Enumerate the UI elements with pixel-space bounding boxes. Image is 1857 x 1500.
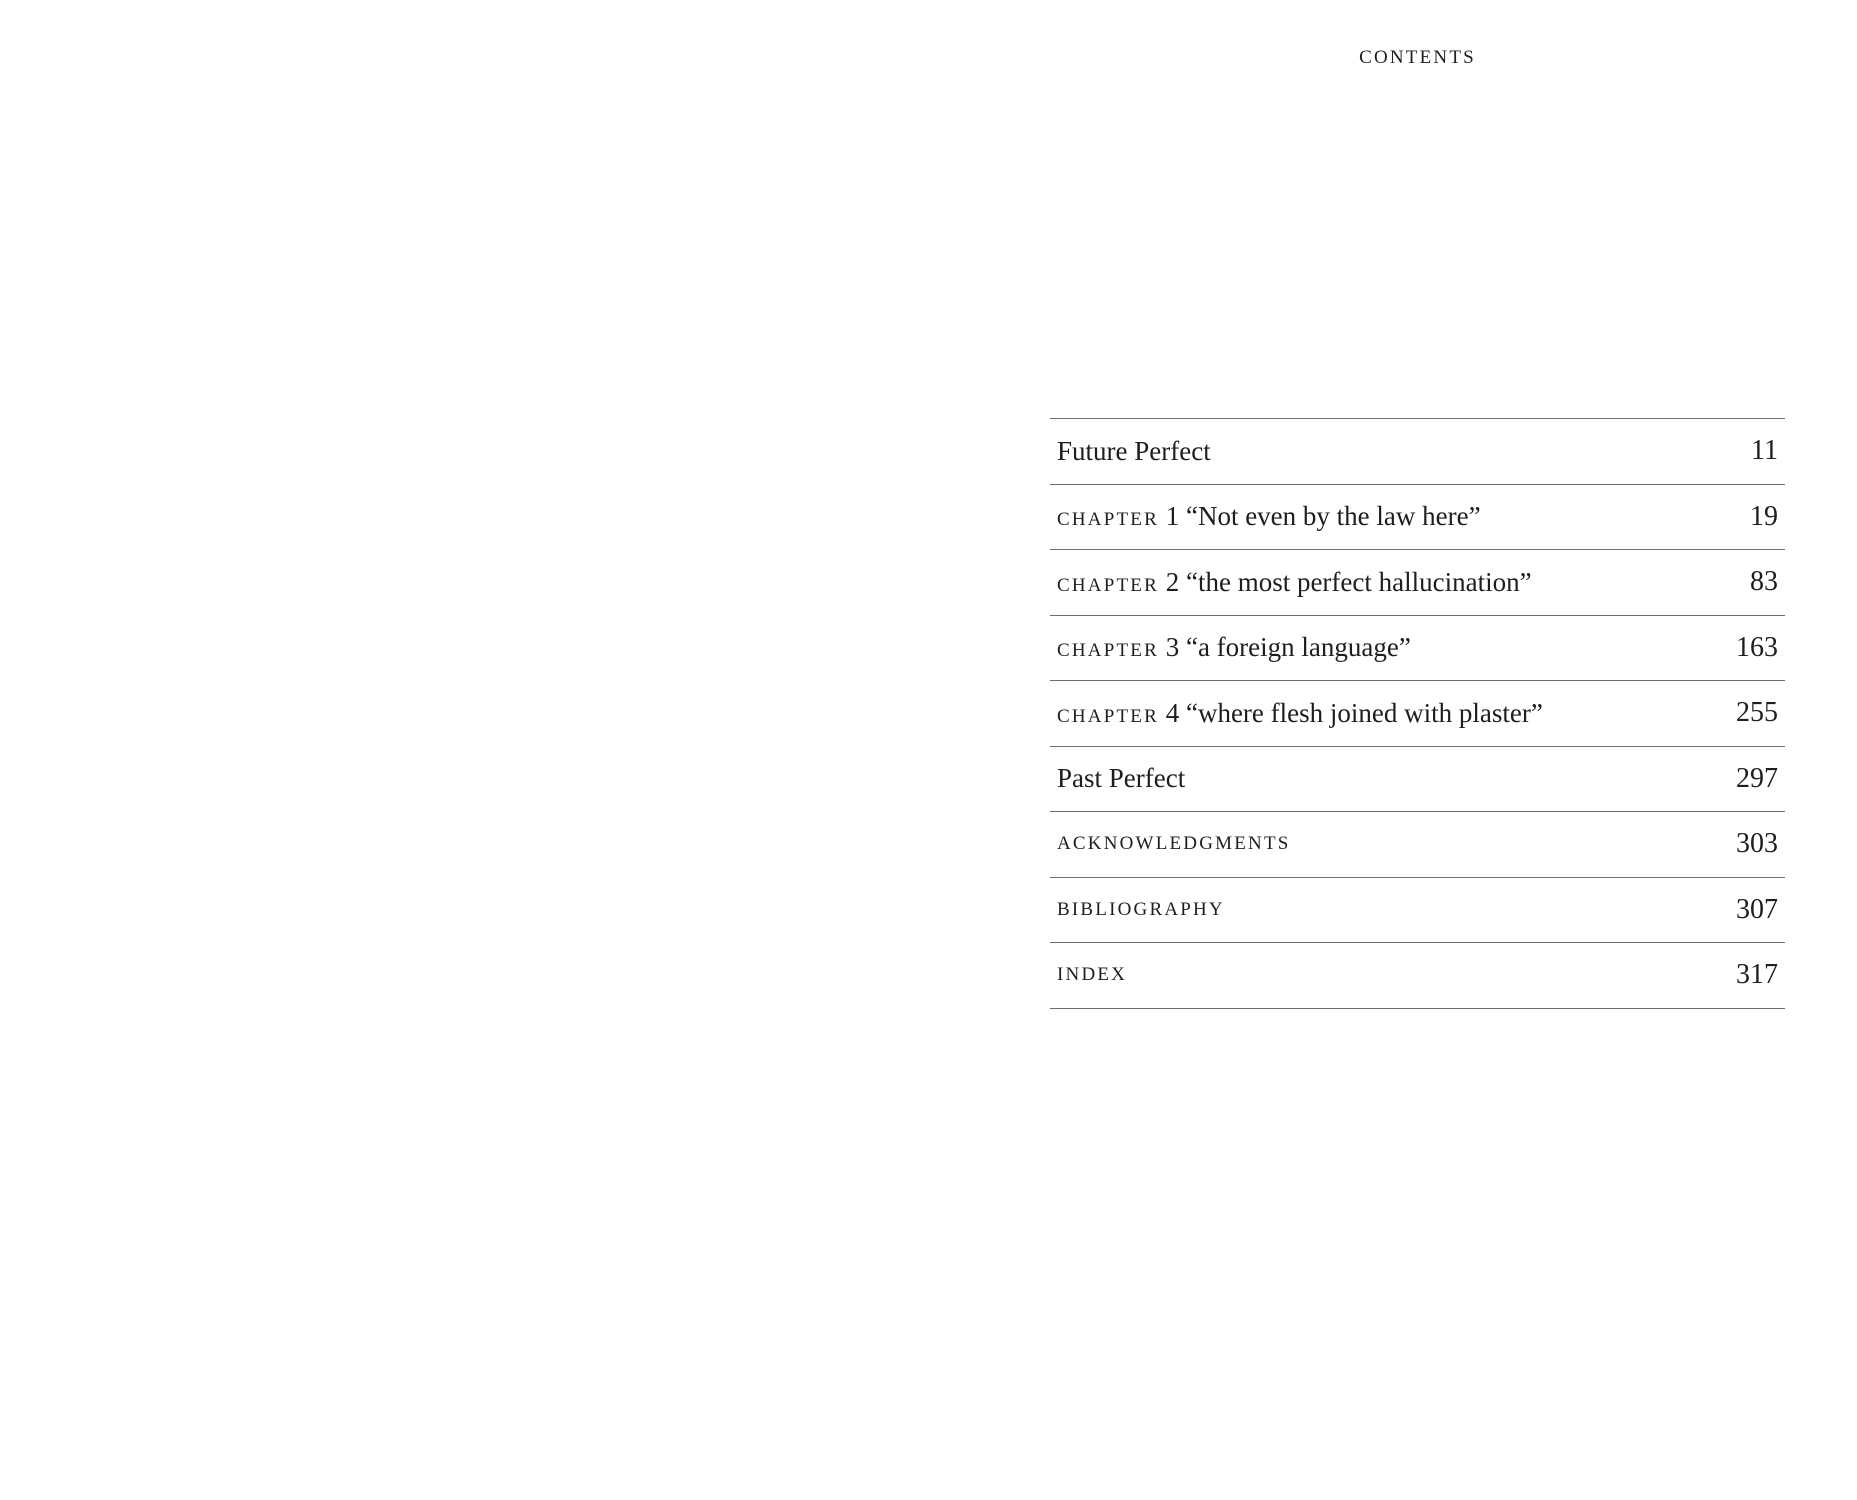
toc-entry	[1057, 501, 1481, 532]
toc-chapter-number: 2	[1165, 566, 1180, 597]
toc-entry-title: Past Perfect	[1057, 763, 1186, 794]
toc-page-number: 303	[1736, 828, 1778, 860]
toc-page-number: 19	[1750, 500, 1778, 532]
toc-entry-title: “a foreign language”	[1185, 632, 1411, 663]
toc-row-chapter-4[interactable]	[1050, 681, 1785, 747]
toc-page-number: 297	[1736, 762, 1778, 794]
toc-chapter-label: CHAPTER	[1057, 574, 1159, 596]
toc-entry	[1057, 698, 1543, 729]
toc-entry-label: INDEX	[1057, 964, 1128, 986]
toc-row-acknowledgments[interactable]	[1050, 812, 1785, 878]
toc-chapter-label: CHAPTER	[1057, 509, 1159, 531]
toc-entry-title: “the most perfect hallucination”	[1185, 566, 1532, 597]
toc-entry	[1057, 632, 1411, 663]
toc-page-number: 307	[1736, 893, 1778, 925]
toc-entry	[1057, 567, 1532, 598]
toc-row-chapter-2[interactable]	[1050, 550, 1785, 616]
toc-entry-title: Future Perfect	[1057, 435, 1211, 466]
toc-chapter-number: 4	[1165, 697, 1180, 728]
toc-page-number: 255	[1736, 697, 1778, 729]
running-head: CONTENTS	[1359, 47, 1476, 68]
toc-page-number: 83	[1750, 566, 1778, 598]
toc-entry-title: “where flesh joined with plaster”	[1185, 697, 1543, 728]
toc-entry-label: BIBLIOGRAPHY	[1057, 898, 1225, 920]
toc-entry-title: “Not even by the law here”	[1185, 501, 1481, 532]
table-of-contents	[1050, 418, 1785, 1009]
toc-page-number: 317	[1736, 959, 1778, 991]
toc-entry-label: ACKNOWLEDGMENTS	[1057, 833, 1291, 855]
toc-row-chapter-1[interactable]	[1050, 485, 1785, 551]
toc-chapter-label: CHAPTER	[1057, 705, 1159, 727]
toc-chapter-number: 1	[1165, 501, 1180, 532]
toc-chapter-number: 3	[1165, 632, 1180, 663]
toc-row-past-perfect[interactable]	[1050, 747, 1785, 813]
toc-chapter-label: CHAPTER	[1057, 640, 1159, 662]
toc-row-chapter-3[interactable]	[1050, 616, 1785, 682]
toc-row-future-perfect[interactable]	[1050, 419, 1785, 485]
toc-page-number: 11	[1751, 435, 1778, 467]
toc-row-bibliography[interactable]	[1050, 878, 1785, 944]
toc-page-number: 163	[1736, 631, 1778, 663]
toc-row-index[interactable]	[1050, 943, 1785, 1009]
